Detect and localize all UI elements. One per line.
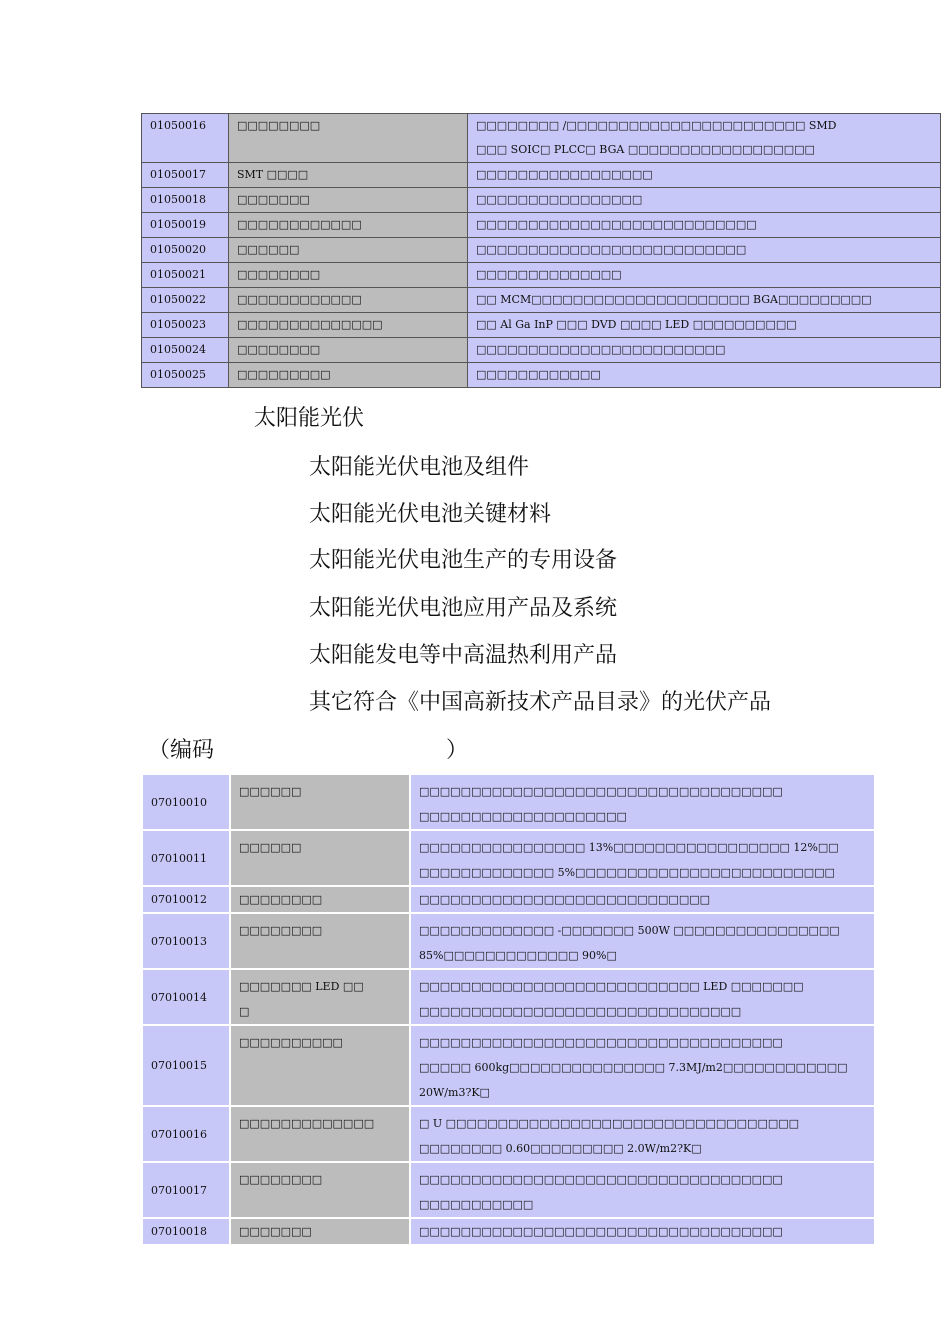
table-row xyxy=(142,114,941,163)
table-row xyxy=(142,1162,875,1218)
product-description xyxy=(410,1218,875,1245)
product-name: □□□□□□□□ xyxy=(229,338,468,363)
product-description xyxy=(468,288,941,313)
cell-line: □□□□□□□□□□□□□□□□ 13%□□□□□□□□□□□□□□□□□ 12%□□ xyxy=(419,841,839,854)
product-code: 01050017 xyxy=(142,163,229,188)
table-row xyxy=(142,163,941,188)
table-row xyxy=(142,886,875,913)
section-item-1: 太阳能光伏电池及组件 xyxy=(309,455,530,480)
cell-line: □□□□□□□□ xyxy=(239,1173,323,1186)
cell-line: □□□□□□□□□□□□□□□□□□□□□□□□□□ xyxy=(476,243,747,256)
product-description xyxy=(468,238,941,263)
product-description xyxy=(468,338,941,363)
product-code: 07010014 xyxy=(142,969,230,1025)
cell-line: □ xyxy=(239,1005,250,1018)
product-code: 01050018 xyxy=(142,188,229,213)
product-name xyxy=(230,774,410,830)
cell-line: □□□□□□□□ /□□□□□□□□□□□□□□□□□□□□□□□ SMD xyxy=(476,119,837,132)
product-description xyxy=(410,913,875,969)
product-code: 01050025 xyxy=(142,363,229,388)
cell-line: □□□□□□□□□□□□□□□□ xyxy=(476,193,643,206)
product-name: □□□□□□□□□□□□ xyxy=(229,213,468,238)
product-description xyxy=(410,886,875,913)
product-code: 01050022 xyxy=(142,288,229,313)
table-row xyxy=(142,1025,875,1106)
cell-line: □□□□□□□□□□□□□□□□□ xyxy=(476,168,653,181)
table-row xyxy=(142,263,941,288)
product-name: □□□□□□□□□□□□ xyxy=(229,288,468,313)
product-name xyxy=(230,1218,410,1245)
product-description xyxy=(468,163,941,188)
product-description xyxy=(410,1025,875,1106)
product-description xyxy=(410,774,875,830)
cell-line: □□ Al Ga InP □□□ DVD □□□□ LED □□□□□□□□□□ xyxy=(476,318,797,331)
cell-line: □ U □□□□□□□□□□□□□□□□□□□□□□□□□□□□□□□□□□ xyxy=(419,1117,800,1130)
cell-line: □□□□□□□ LED □□ xyxy=(239,980,364,993)
cell-line: □□□□□□□□ xyxy=(239,893,323,906)
product-name xyxy=(230,1106,410,1162)
product-name: SMT □□□□ xyxy=(229,163,468,188)
product-code: 07010018 xyxy=(142,1218,230,1245)
product-code: 01050016 xyxy=(142,114,229,163)
cell-line: □□□□□□□□□□□□□□□□□□□□ xyxy=(419,810,627,823)
section-item-3: 太阳能光伏电池生产的专用设备 xyxy=(309,548,618,573)
product-name xyxy=(230,830,410,886)
code-label-open: （编码 xyxy=(148,738,215,763)
product-code: 07010017 xyxy=(142,1162,230,1218)
components-table xyxy=(141,113,941,388)
product-code: 01050021 xyxy=(142,263,229,288)
product-description xyxy=(410,830,875,886)
product-description xyxy=(410,969,875,1025)
cell-line: □□□□□□□□□□□□□□□□□□□□□□□□ xyxy=(476,343,726,356)
cell-line: □□□□□□□ xyxy=(239,1225,312,1238)
product-code: 07010010 xyxy=(142,774,230,830)
product-description xyxy=(468,213,941,238)
section-item-2: 太阳能光伏电池关键材料 xyxy=(309,502,552,527)
table-row xyxy=(142,830,875,886)
product-name xyxy=(230,1025,410,1106)
product-code: 07010015 xyxy=(142,1025,230,1106)
cell-line: □□□□□□□□ 0.60□□□□□□□□□ 2.0W/m2?K□ xyxy=(419,1142,702,1155)
product-name: □□□□□□□□□ xyxy=(229,363,468,388)
product-code: 01050024 xyxy=(142,338,229,363)
product-name: □□□□□□□□ xyxy=(229,114,468,163)
section-item-6: 其它符合《中国高新技术产品目录》的光伏产品 xyxy=(309,690,772,715)
product-description xyxy=(468,313,941,338)
table-row xyxy=(142,774,875,830)
table-row xyxy=(142,313,941,338)
cell-line: □□□□□□□□□□ xyxy=(239,1036,343,1049)
product-name: □□□□□□□□□□□□□□ xyxy=(229,313,468,338)
product-name: □□□□□□□□ xyxy=(229,263,468,288)
product-code: 07010011 xyxy=(142,830,230,886)
product-code: 01050023 xyxy=(142,313,229,338)
cell-line: □□□□□□ xyxy=(239,785,302,798)
product-name xyxy=(230,886,410,913)
section-item-4: 太阳能光伏电池应用产品及系统 xyxy=(309,596,618,621)
table-row xyxy=(142,913,875,969)
cell-line: □□□□□□□□□□□□□ -□□□□□□□ 500W □□□□□□□□□□□□□□□□ xyxy=(419,924,840,937)
cell-line: □□□□□□□□ xyxy=(239,924,323,937)
section-item-5: 太阳能发电等中高温热利用产品 xyxy=(309,643,618,668)
table-row xyxy=(142,238,941,263)
product-name xyxy=(230,969,410,1025)
table-row xyxy=(142,1218,875,1245)
cell-line: □□□□□□□□□□□ xyxy=(419,1198,534,1211)
product-name: □□□□□□□ xyxy=(229,188,468,213)
cell-line: □□□□□□□□□□□□□□□□□□□□□□□□□□□□□□□□□□□ xyxy=(419,1036,783,1049)
product-description xyxy=(468,263,941,288)
code-label-close: ） xyxy=(446,738,469,763)
cell-line: □□□□□□□□□□□□□□□□□□□□□□□□□□□□ xyxy=(419,893,711,906)
product-code: 07010016 xyxy=(142,1106,230,1162)
cell-line: 85%□□□□□□□□□□□□□ 90%□ xyxy=(419,949,617,962)
product-code: 01050020 xyxy=(142,238,229,263)
cell-line: □□□□□□□□□□□□□□□□□□□□□□□□□□□□□□□□□□□ xyxy=(419,1225,783,1238)
cell-line: 20W/m3?K□ xyxy=(419,1086,490,1099)
cell-line: □□□□□□□□□□□□□□□□□□□□□□□□□□□ xyxy=(476,218,757,231)
table-row xyxy=(142,188,941,213)
table-row xyxy=(142,1106,875,1162)
table-row xyxy=(142,338,941,363)
cell-line: □□□□□□□□□□□□□□□□□□□□□□□□□□□ LED □□□□□□□ xyxy=(419,980,804,993)
table-row xyxy=(142,363,941,388)
product-name xyxy=(230,913,410,969)
cell-line: □□□□□□□□□□□□ xyxy=(476,368,601,381)
table-row xyxy=(142,288,941,313)
cell-line: □□ MCM□□□□□□□□□□□□□□□□□□□□□ BGA□□□□□□□□□ xyxy=(476,293,872,306)
cell-line: □□□□□□□□□□□□□ 5%□□□□□□□□□□□□□□□□□□□□□□□□□ xyxy=(419,866,835,879)
section-title: 太阳能光伏 xyxy=(254,406,365,431)
product-name: □□□□□□ xyxy=(229,238,468,263)
product-description xyxy=(410,1162,875,1218)
product-description xyxy=(468,363,941,388)
cell-line: □□□□□□□□□□□□□□□□□□□□□□□□□□□□□□□□□□□ xyxy=(419,1173,783,1186)
product-description xyxy=(410,1106,875,1162)
cell-line: □□□□□□□□□□□□□ xyxy=(239,1117,375,1130)
table-row xyxy=(142,969,875,1025)
product-name xyxy=(230,1162,410,1218)
cell-line: □□□□□□ xyxy=(239,841,302,854)
cell-line: □□□ SOIC□ PLCC□ BGA □□□□□□□□□□□□□□□□□□ xyxy=(476,143,815,156)
product-description xyxy=(468,188,941,213)
product-code: 01050019 xyxy=(142,213,229,238)
product-code: 07010013 xyxy=(142,913,230,969)
cell-line: □□□□□□□□□□□□□□□□□□□□□□□□□□□□□□□□□□□ xyxy=(419,785,783,798)
solar-products-table xyxy=(141,773,876,1246)
table-row xyxy=(142,213,941,238)
product-description xyxy=(468,114,941,163)
cell-line: □□□□□□□□□□□□□□ xyxy=(476,268,622,281)
cell-line: □□□□□□□□□□□□□□□□□□□□□□□□□□□□□□□ xyxy=(419,1005,742,1018)
product-code: 07010012 xyxy=(142,886,230,913)
cell-line: □□□□□ 600kg□□□□□□□□□□□□□□□ 7.3MJ/m2□□□□□□□□□□□□ xyxy=(419,1061,848,1074)
